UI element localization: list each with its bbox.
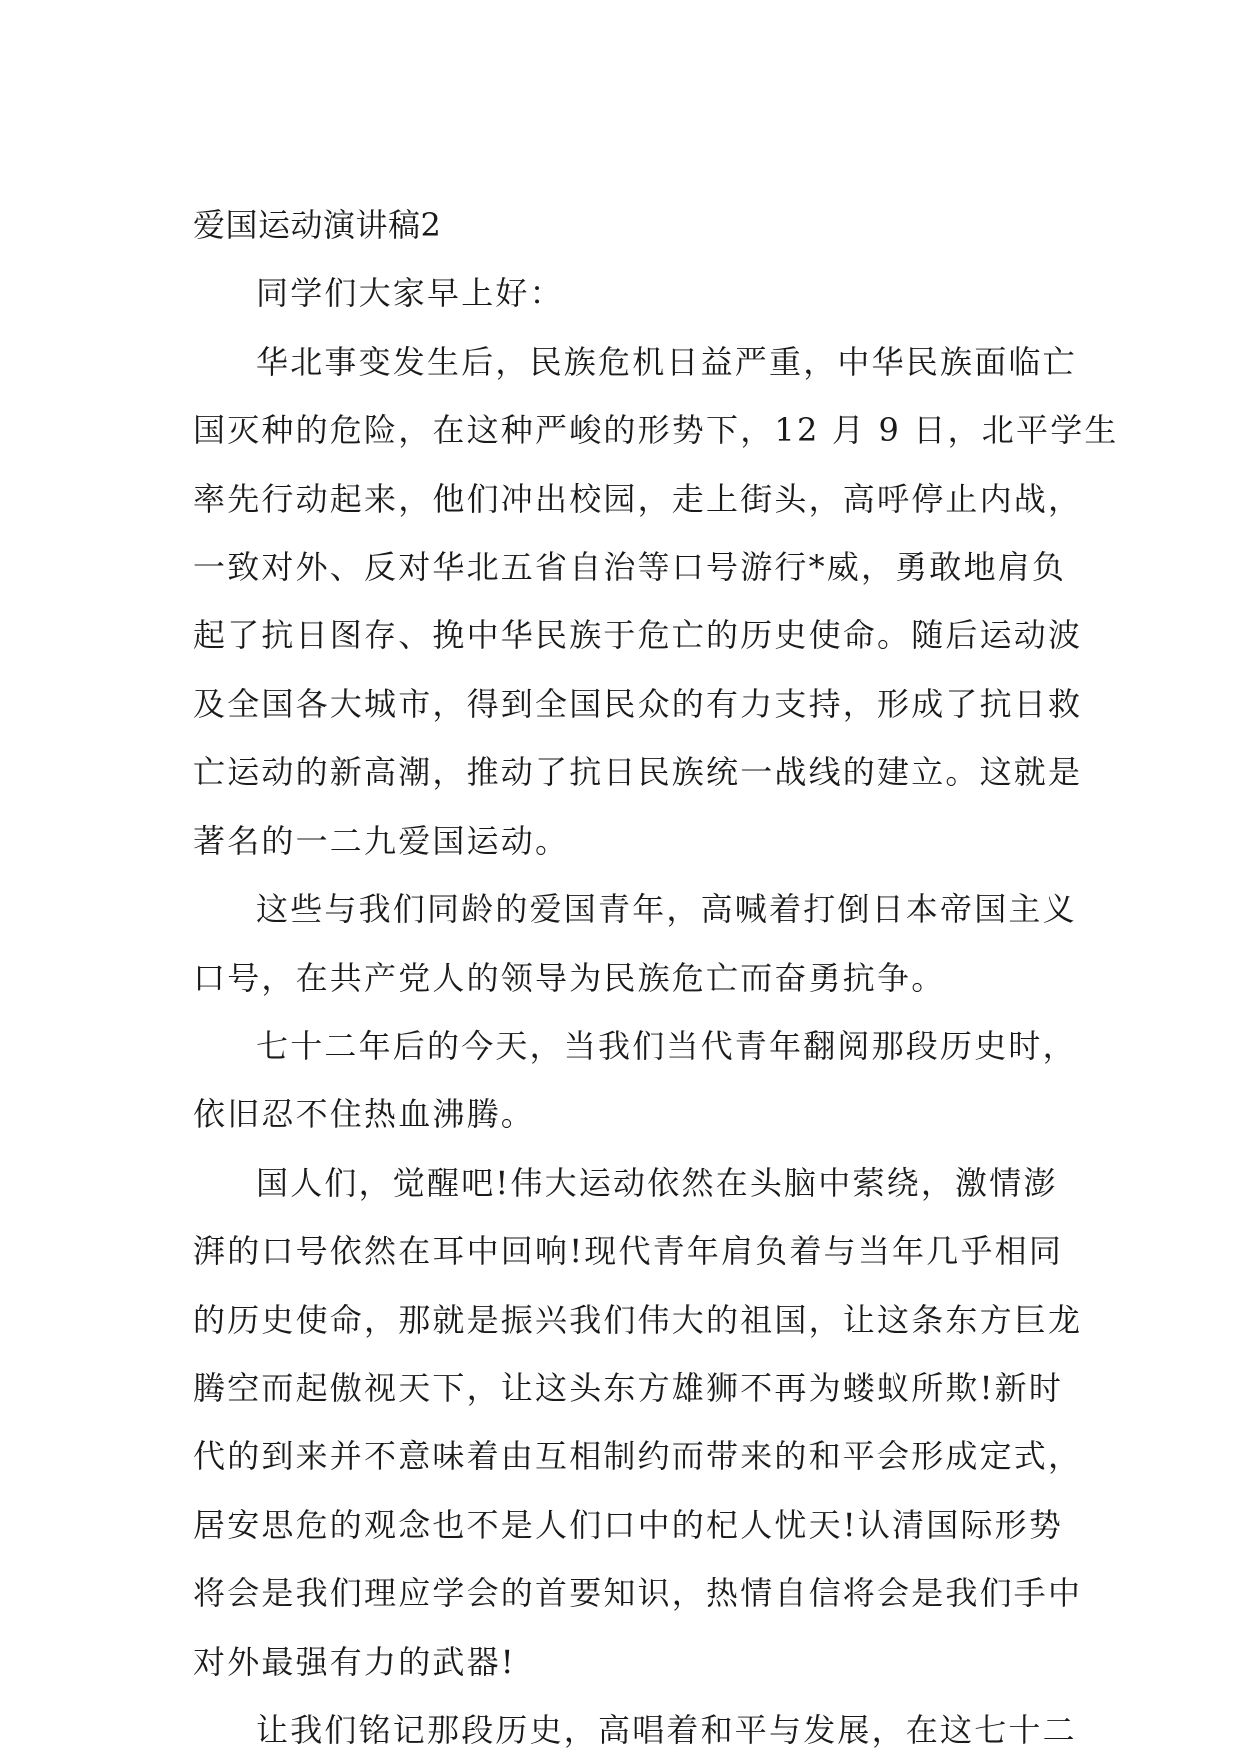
paragraph-line: 七十二年后的今天，当我们当代青年翻阅那段历史时， (256, 1027, 1077, 1065)
paragraph-line: 国人们，觉醒吧!伟大运动依然在头脑中萦绕，激情澎 (256, 1164, 1058, 1202)
paragraph-line: 一致对外、反对华北五省自治等口号游行*威，勇敢地肩负 (193, 548, 1067, 586)
paragraph-line: 湃的口号依然在耳中回响!现代青年肩负着与当年几乎相同 (193, 1232, 1064, 1270)
paragraph-line: 的历史使命，那就是振兴我们伟大的祖国，让这条东方巨龙 (193, 1301, 1083, 1339)
paragraph-line: 代的到来并不意味着由互相制约而带来的和平会形成定式， (193, 1437, 1083, 1475)
paragraph-line: 华北事变发生后，民族危机日益严重，中华民族面临亡 (256, 343, 1077, 381)
paragraph-line: 及全国各大城市，得到全国民众的有力支持，形成了抗日救 (193, 685, 1083, 723)
paragraph-line: 口号，在共产党人的领导为民族危亡而奋勇抗争。 (193, 959, 946, 997)
paragraph-line: 亡运动的新高潮，推动了抗日民族统一战线的建立。这就是 (193, 753, 1083, 791)
document-title: 爱国运动演讲稿2 (193, 206, 442, 244)
paragraph-line: 依旧忍不住热血沸腾。 (193, 1095, 536, 1133)
paragraph-line: 率先行动起来，他们冲出校园，走上街头，高呼停止内战， (193, 480, 1083, 518)
paragraph-line: 让我们铭记那段历史，高唱着和平与发展，在这七十二 (256, 1711, 1077, 1749)
paragraph-line: 著名的一二九爱国运动。 (193, 822, 570, 860)
paragraph-line: 将会是我们理应学会的首要知识，热情自信将会是我们手中 (193, 1574, 1083, 1612)
paragraph-line: 腾空而起傲视天下，让这头东方雄狮不再为蝼蚁所欺!新时 (193, 1369, 1064, 1407)
paragraph-line: 这些与我们同龄的爱国青年，高喊着打倒日本帝国主义 (256, 890, 1077, 928)
salutation: 同学们大家早上好： (256, 274, 564, 312)
paragraph-line: 国灭种的危险，在这种严峻的形势下，12 月 9 日，北平学生 (193, 411, 1119, 449)
paragraph-line: 居安思危的观念也不是人们口中的杞人忧天!认清国际形势 (193, 1506, 1064, 1544)
paragraph-line: 对外最强有力的武器! (193, 1643, 516, 1681)
paragraph-line: 起了抗日图存、挽中华民族于危亡的历史使命。随后运动波 (193, 616, 1083, 654)
